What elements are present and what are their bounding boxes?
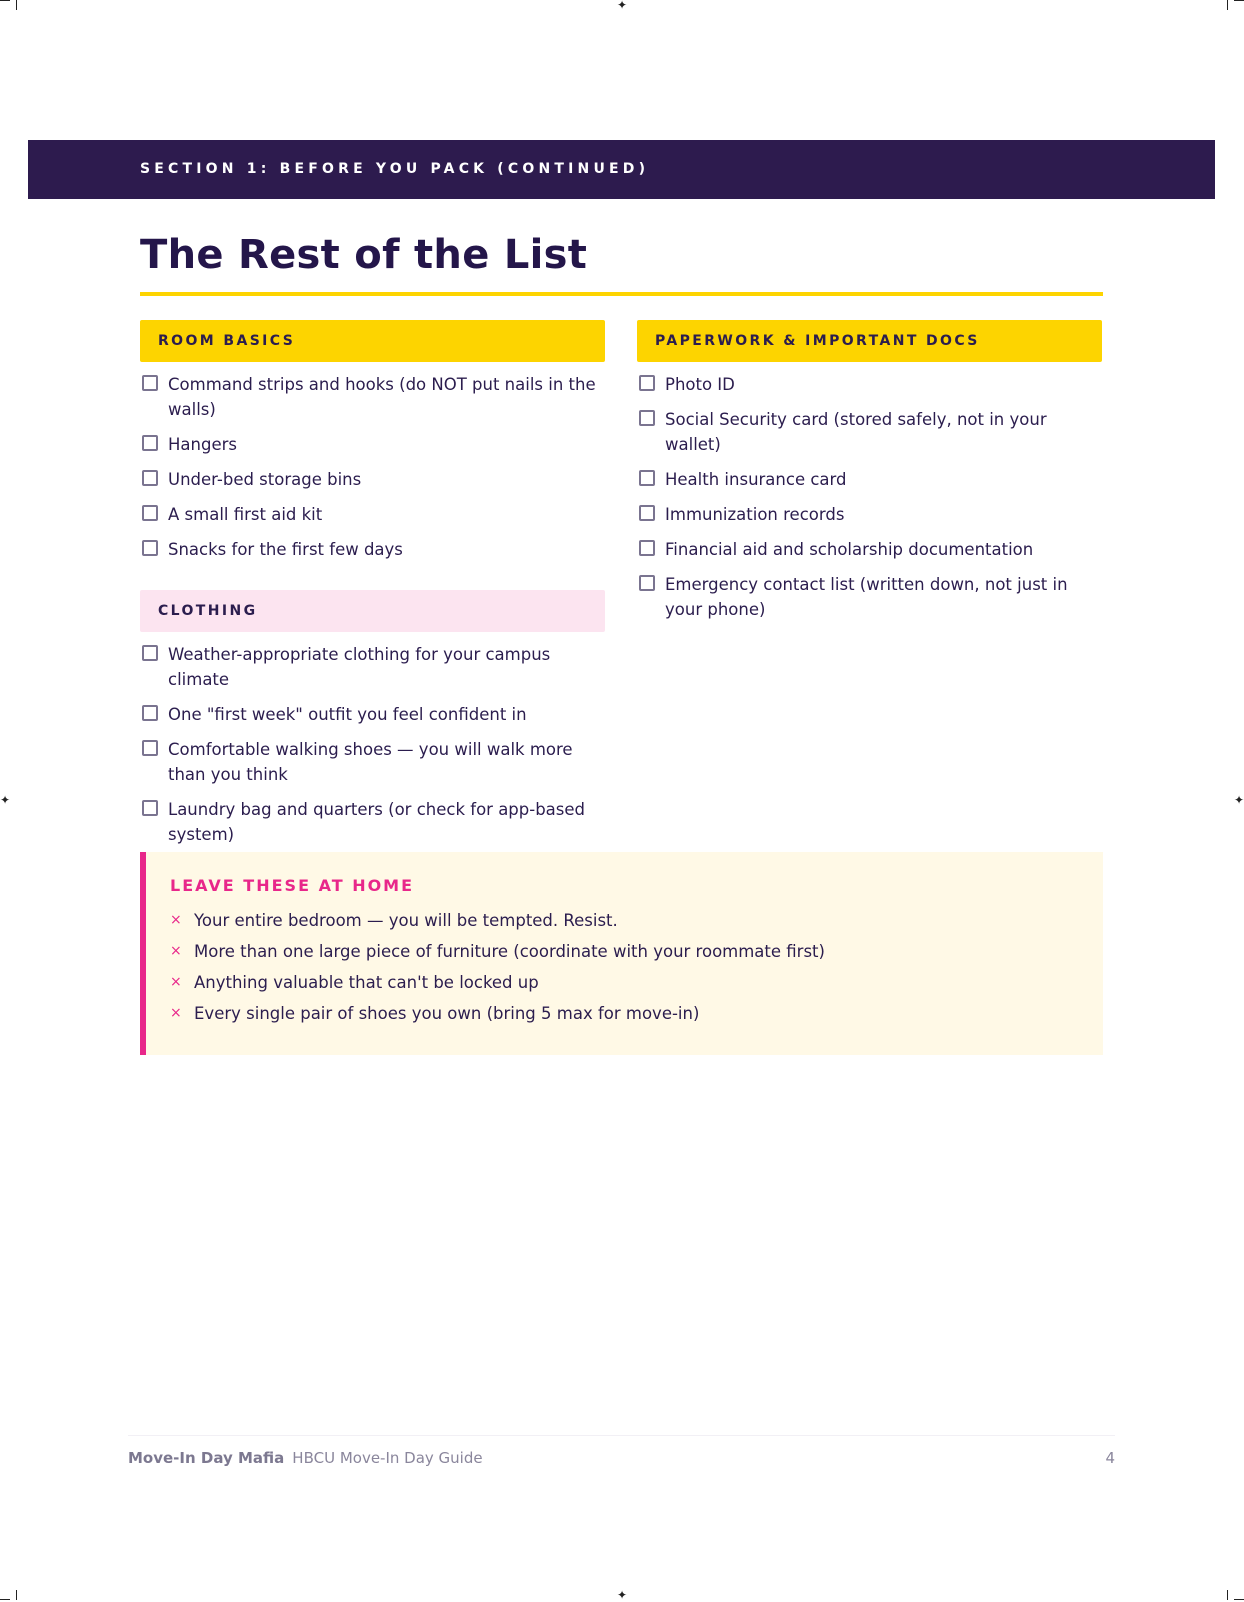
checklist-item[interactable] (140, 502, 605, 527)
registration-mark-icon: ✦ (0, 793, 11, 807)
list-item-label: Every single pair of shoes you own (bring 5 max for move-in) (194, 1004, 700, 1023)
checklist-item[interactable] (140, 642, 605, 692)
page-title: The Rest of the List (140, 232, 588, 278)
checklist-item-label: Financial aid and scholarship documentation (665, 540, 1034, 559)
checklist-item[interactable] (637, 407, 1102, 457)
left-column (140, 320, 605, 857)
list-item-label: Anything valuable that can't be locked up (194, 973, 539, 992)
checklist-item-label: Under-bed storage bins (168, 470, 362, 489)
crop-mark (16, 1590, 17, 1600)
x-mark-icon: × (170, 1005, 182, 1021)
checklist-item-label: Health insurance card (665, 470, 847, 489)
section-banner (28, 140, 1215, 199)
x-mark-icon: × (170, 943, 182, 959)
crop-mark (0, 0, 10, 1)
checkbox-icon[interactable] (142, 645, 158, 661)
right-column (637, 320, 1102, 632)
checklist-item[interactable] (637, 502, 1102, 527)
checklist-item-label: A small first aid kit (168, 505, 323, 524)
checkbox-icon[interactable] (639, 410, 655, 426)
checkbox-icon[interactable] (142, 435, 158, 451)
footer-guide-title: HBCU Move-In Day Guide (292, 1449, 483, 1467)
checkbox-icon[interactable] (142, 470, 158, 486)
checkbox-icon[interactable] (639, 575, 655, 591)
list-item-label: Your entire bedroom — you will be tempted. Resist. (194, 911, 618, 930)
checklist-item[interactable] (637, 537, 1102, 562)
registration-mark-icon: ✦ (1234, 793, 1244, 807)
checklist-item-label: One "first week" outfit you feel confident in (168, 705, 527, 724)
spacer (140, 572, 605, 590)
list-item (170, 905, 1079, 936)
callout-heading: LEAVE THESE AT HOME (170, 876, 415, 895)
room-basics-heading: ROOM BASICS (140, 320, 605, 362)
checklist-item[interactable] (140, 737, 605, 787)
paperwork-list (637, 372, 1102, 622)
checklist-item[interactable] (140, 537, 605, 562)
checklist-item[interactable] (140, 702, 605, 727)
crop-mark (16, 0, 17, 10)
crop-mark (1227, 1590, 1228, 1600)
checklist-item-label: Weather-appropriate clothing for your campus climate (168, 645, 551, 689)
footer-divider (128, 1435, 1115, 1436)
section-banner-label: SECTION 1: BEFORE YOU PACK (CONTINUED) (140, 161, 650, 177)
checkbox-icon[interactable] (639, 375, 655, 391)
registration-mark-icon: ✦ (617, 0, 628, 12)
checklist-item-label: Snacks for the first few days (168, 540, 403, 559)
checklist-item[interactable] (140, 467, 605, 492)
checklist-item[interactable] (140, 432, 605, 457)
checklist-item-label: Hangers (168, 435, 237, 454)
leave-at-home-list (170, 905, 1079, 1029)
checkbox-icon[interactable] (142, 740, 158, 756)
checkbox-icon[interactable] (639, 470, 655, 486)
checkbox-icon[interactable] (639, 540, 655, 556)
list-item (170, 967, 1079, 998)
checklist-item[interactable] (637, 372, 1102, 397)
leave-at-home-callout (140, 852, 1103, 1055)
checkbox-icon[interactable] (142, 505, 158, 521)
checkbox-icon[interactable] (142, 800, 158, 816)
clothing-list (140, 642, 605, 847)
checklist-item-label: Comfortable walking shoes — you will walk more than you think (168, 740, 573, 784)
crop-mark (1227, 0, 1228, 10)
checklist-item-label: Laundry bag and quarters (or check for app-based system) (168, 800, 586, 844)
checklist-item-label: Command strips and hooks (do NOT put nails in the walls) (168, 375, 596, 419)
checklist-item[interactable] (637, 572, 1102, 622)
clothing-heading: CLOTHING (140, 590, 605, 632)
checklist-item-label: Photo ID (665, 375, 735, 394)
list-item-label: More than one large piece of furniture (coordinate with your roommate first) (194, 942, 825, 961)
x-mark-icon: × (170, 974, 182, 990)
checklist-item[interactable] (637, 467, 1102, 492)
page-number: 4 (1105, 1449, 1115, 1467)
footer-brand: Move-In Day Mafia (128, 1449, 285, 1467)
checkbox-icon[interactable] (639, 505, 655, 521)
footer-brand-line (128, 1449, 483, 1467)
room-basics-list (140, 372, 605, 562)
checkbox-icon[interactable] (142, 705, 158, 721)
paperwork-heading: PAPERWORK & IMPORTANT DOCS (637, 320, 1102, 362)
list-item (170, 998, 1079, 1029)
checklist-item-label: Social Security card (stored safely, not in your wallet) (665, 410, 1047, 454)
checklist-item-label: Immunization records (665, 505, 845, 524)
title-underline (140, 292, 1103, 296)
checklist-item[interactable] (140, 797, 605, 847)
checkbox-icon[interactable] (142, 540, 158, 556)
crop-mark (1234, 0, 1244, 1)
list-item (170, 936, 1079, 967)
checkbox-icon[interactable] (142, 375, 158, 391)
x-mark-icon: × (170, 912, 182, 928)
registration-mark-icon: ✦ (617, 1588, 628, 1602)
checklist-item[interactable] (140, 372, 605, 422)
checklist-item-label: Emergency contact list (written down, not just in your phone) (665, 575, 1068, 619)
